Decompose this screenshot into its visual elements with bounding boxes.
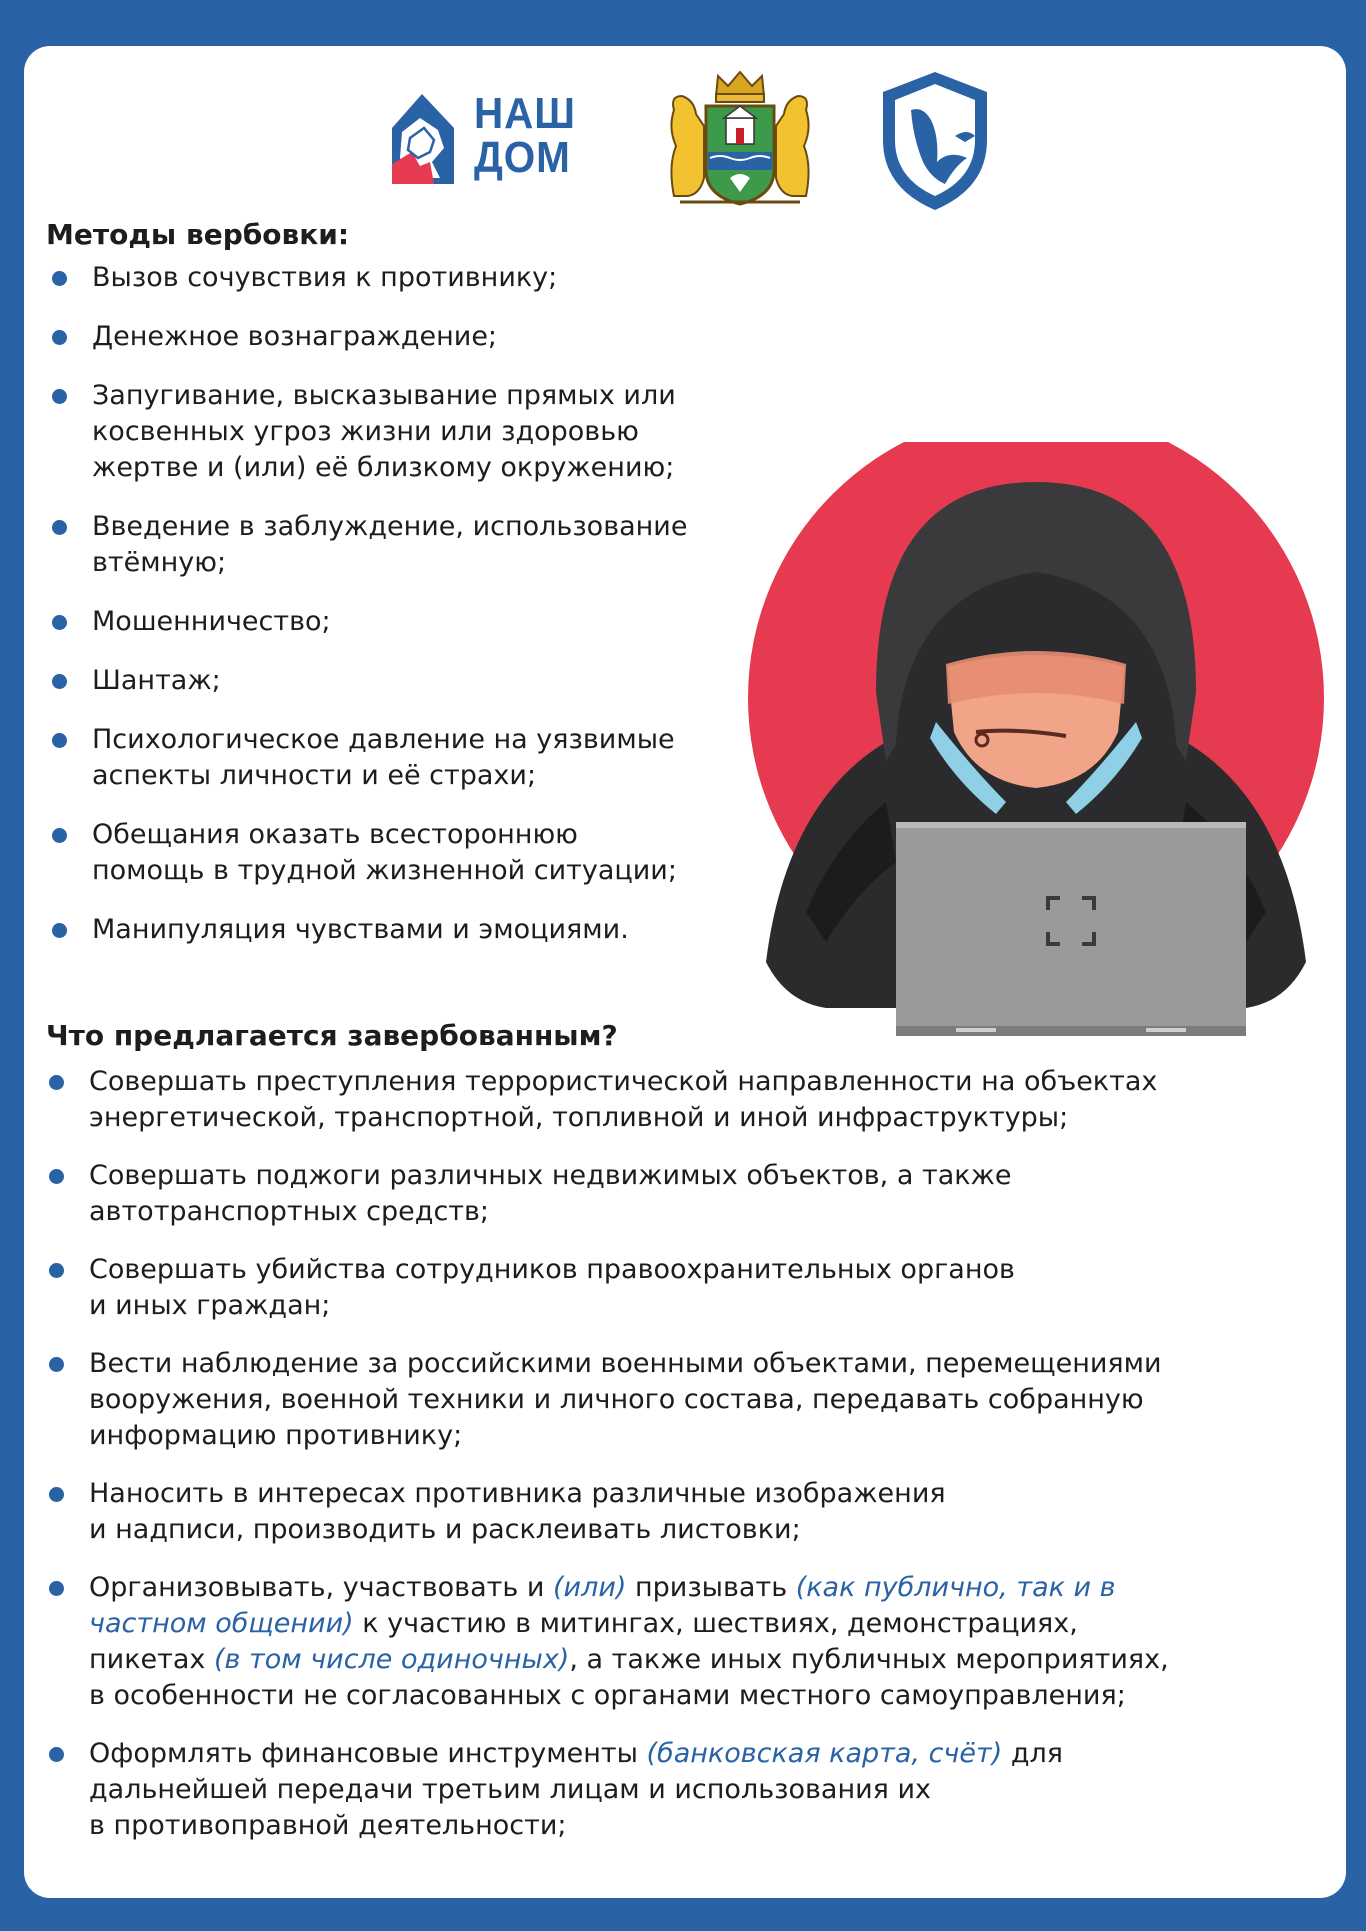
item-line: в противоправной деятельности; [89, 1810, 567, 1841]
item-line: частном общении) к участию в митингах, шествиях, демонстрациях, [89, 1608, 1078, 1639]
bullet-icon [52, 520, 67, 535]
dove-shield-icon [875, 66, 995, 216]
emphasis-text: (как публично, так и в [795, 1572, 1116, 1603]
bullet-icon [52, 615, 67, 630]
offers-list [89, 1064, 1329, 1844]
methods-list [92, 260, 812, 948]
list-item: Совершать поджоги различных недвижимых объектов, а также автотранспортных средств; [89, 1158, 1329, 1230]
list-item: Психологическое давление на уязвимые аспекты личности и её страхи; [92, 722, 812, 794]
emphasis-text: (или) [552, 1572, 627, 1603]
bullet-icon [52, 674, 67, 689]
poster-card [24, 46, 1346, 1898]
list-item: Денежное вознаграждение; [92, 319, 812, 355]
section-title-offers: Что предлагается завербованным? [46, 1019, 618, 1052]
bullet-icon [49, 1263, 64, 1278]
item-line: Организовывать, участвовать и (или) призывать (как публично, так и в [89, 1572, 1116, 1603]
city-coat-of-arms-icon [660, 66, 820, 216]
nashdom-wordmark [474, 89, 576, 182]
bullet-icon [49, 1357, 64, 1372]
item-line: Оформлять финансовые инструменты (банковская карта, счёт) для [89, 1738, 1064, 1769]
nashdom-line2: ДОМ [474, 133, 571, 182]
bullet-icon [49, 1747, 64, 1762]
bullet-icon [49, 1075, 64, 1090]
nashdom-line1: НАШ [474, 89, 576, 138]
list-item: Вести наблюдение за российскими военными объектами, перемещениями вооружения, военной техники и личного состава, передавать собранную информацию противнику; [89, 1346, 1329, 1454]
list-item: Введение в заблуждение, использование втёмную; [92, 509, 812, 581]
bullet-icon [52, 330, 67, 345]
list-item: Совершать убийства сотрудников правоохранительных органов и иных граждан; [89, 1252, 1329, 1324]
list-item: Совершать преступления террористической направленности на объектах энергетической, транспортной, топливной и иной инфраструктуры; [89, 1064, 1329, 1136]
bullet-icon [49, 1581, 64, 1596]
list-item: Вызов сочувствия к противнику; [92, 260, 812, 296]
bullet-icon [52, 389, 67, 404]
emphasis-text: частном общении) [89, 1608, 354, 1639]
list-item: Обещания оказать всестороннюю помощь в трудной жизненной ситуации; [92, 817, 812, 889]
list-item: Мошенничество; [92, 604, 812, 640]
hooded-hacker-illustration [746, 442, 1346, 1042]
item-line: в особенности не согласованных с органами местного самоуправления; [89, 1680, 1126, 1711]
logo-row [24, 46, 1346, 221]
list-item: Манипуляция чувствами и эмоциями. [92, 912, 812, 948]
item-line: пикетах (в том числе одиночных), а также иных публичных мероприятиях, [89, 1644, 1169, 1675]
nashdom-logo [390, 88, 590, 188]
list-item: Шантаж; [92, 663, 812, 699]
bullet-icon [49, 1487, 64, 1502]
bullet-icon [52, 923, 67, 938]
list-item: Запугивание, высказывание прямых или косвенных угроз жизни или здоровью жертве и (или) её близкому окружению; [92, 378, 812, 486]
item-line: дальнейшей передачи третьим лицам и использования их [89, 1774, 931, 1805]
bullet-icon [52, 271, 67, 286]
emphasis-text: (банковская карта, счёт) [646, 1738, 1003, 1769]
bullet-icon [49, 1169, 64, 1184]
bullet-icon [52, 733, 67, 748]
emphasis-text: (в том числе одиночных) [213, 1644, 570, 1675]
list-item [89, 1570, 1329, 1714]
nashdom-logo-icon [390, 88, 470, 188]
section-title-methods: Методы вербовки: [46, 218, 350, 251]
list-item: Наносить в интересах противника различные изображения и надписи, производить и расклеивать листовки; [89, 1476, 1329, 1548]
list-item [89, 1736, 1329, 1844]
bullet-icon [52, 828, 67, 843]
